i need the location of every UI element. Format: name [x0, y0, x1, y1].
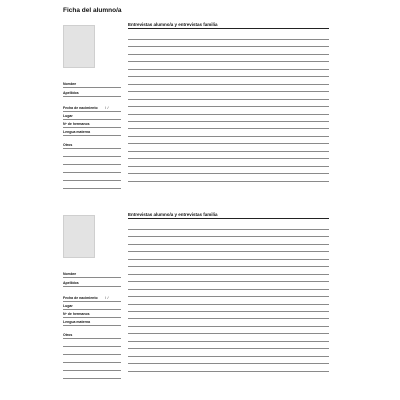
interview-line[interactable]	[128, 281, 329, 282]
siblings-label: Nº de hermanos	[63, 122, 90, 126]
interview-line[interactable]	[128, 333, 329, 334]
name-field[interactable]	[63, 81, 121, 88]
interview-line[interactable]	[128, 136, 329, 137]
other-field[interactable]	[63, 332, 121, 339]
birthdate-field[interactable]	[63, 295, 121, 302]
mother-tongue-label: Lengua materna	[63, 130, 91, 134]
interview-line[interactable]	[128, 61, 329, 62]
interview-heading	[128, 211, 329, 219]
interview-line[interactable]	[128, 158, 329, 159]
interview-line[interactable]	[128, 173, 329, 174]
interview-line[interactable]	[128, 363, 329, 364]
other-line[interactable]	[63, 362, 121, 363]
birthplace-label: Lugar	[63, 304, 73, 308]
interview-heading-text: Entrevistas alumno/a y entrevistas familia	[128, 22, 218, 27]
surname-field[interactable]	[63, 90, 121, 97]
mother-tongue-field[interactable]	[63, 129, 121, 136]
interview-line[interactable]	[128, 76, 329, 77]
birthdate-label: Fecha de nacimiento	[63, 106, 98, 110]
interview-heading-text: Entrevistas alumno/a y entrevistas familia	[128, 212, 218, 217]
interview-line[interactable]	[128, 266, 329, 267]
interview-line[interactable]	[128, 296, 329, 297]
siblings-field[interactable]	[63, 121, 121, 128]
birthplace-field[interactable]	[63, 113, 121, 120]
interview-line[interactable]	[128, 251, 329, 252]
interview-line[interactable]	[128, 318, 329, 319]
student-card-2	[0, 190, 400, 380]
interview-line[interactable]	[128, 39, 329, 40]
interview-line[interactable]	[128, 151, 329, 152]
name-label: Nombre	[63, 82, 77, 86]
page-title: Ficha del alumno/a	[63, 7, 122, 14]
interview-line[interactable]	[128, 84, 329, 85]
other-line[interactable]	[63, 188, 121, 189]
interview-line[interactable]	[128, 114, 329, 115]
other-label: Otros	[63, 143, 73, 147]
interview-line[interactable]	[128, 236, 329, 237]
interview-line[interactable]	[128, 304, 329, 305]
interview-line[interactable]	[128, 289, 329, 290]
photo-placeholder[interactable]	[63, 25, 95, 68]
interview-line[interactable]	[128, 99, 329, 100]
interview-line[interactable]	[128, 54, 329, 55]
other-line[interactable]	[63, 180, 121, 181]
surname-label: Apellidos	[63, 281, 79, 285]
interview-line[interactable]	[128, 274, 329, 275]
interview-line[interactable]	[128, 341, 329, 342]
birthdate-separators: / /	[105, 296, 109, 300]
other-line[interactable]	[63, 346, 121, 347]
interview-line[interactable]	[128, 46, 329, 47]
other-line[interactable]	[63, 378, 121, 379]
surname-field[interactable]	[63, 280, 121, 287]
photo-placeholder[interactable]	[63, 215, 95, 258]
interview-line[interactable]	[128, 69, 329, 70]
birthplace-field[interactable]	[63, 303, 121, 310]
interview-line[interactable]	[128, 348, 329, 349]
interview-line[interactable]	[128, 259, 329, 260]
interview-line[interactable]	[128, 371, 329, 372]
interview-line[interactable]	[128, 356, 329, 357]
interview-line[interactable]	[128, 143, 329, 144]
birthdate-field[interactable]	[63, 105, 121, 112]
other-line[interactable]	[63, 164, 121, 165]
other-line[interactable]	[63, 156, 121, 157]
interview-line[interactable]	[128, 166, 329, 167]
birthdate-separators: / /	[105, 106, 109, 110]
surname-label: Apellidos	[63, 91, 79, 95]
interview-line[interactable]	[128, 229, 329, 230]
other-line[interactable]	[63, 370, 121, 371]
siblings-label: Nº de hermanos	[63, 312, 90, 316]
interview-line[interactable]	[128, 326, 329, 327]
other-label: Otros	[63, 333, 73, 337]
birthdate-label: Fecha de nacimiento	[63, 296, 98, 300]
interview-line[interactable]	[128, 181, 329, 182]
mother-tongue-label: Lengua materna	[63, 320, 91, 324]
other-field[interactable]	[63, 142, 121, 149]
interview-line[interactable]	[128, 244, 329, 245]
student-card-1	[0, 0, 400, 190]
interview-line[interactable]	[128, 91, 329, 92]
interview-line[interactable]	[128, 121, 329, 122]
interview-heading	[128, 21, 329, 29]
interview-line[interactable]	[128, 128, 329, 129]
siblings-field[interactable]	[63, 311, 121, 318]
name-field[interactable]	[63, 271, 121, 278]
other-line[interactable]	[63, 354, 121, 355]
interview-line[interactable]	[128, 311, 329, 312]
interview-line[interactable]	[128, 106, 329, 107]
name-label: Nombre	[63, 272, 77, 276]
mother-tongue-field[interactable]	[63, 319, 121, 326]
other-line[interactable]	[63, 172, 121, 173]
birthplace-label: Lugar	[63, 114, 73, 118]
